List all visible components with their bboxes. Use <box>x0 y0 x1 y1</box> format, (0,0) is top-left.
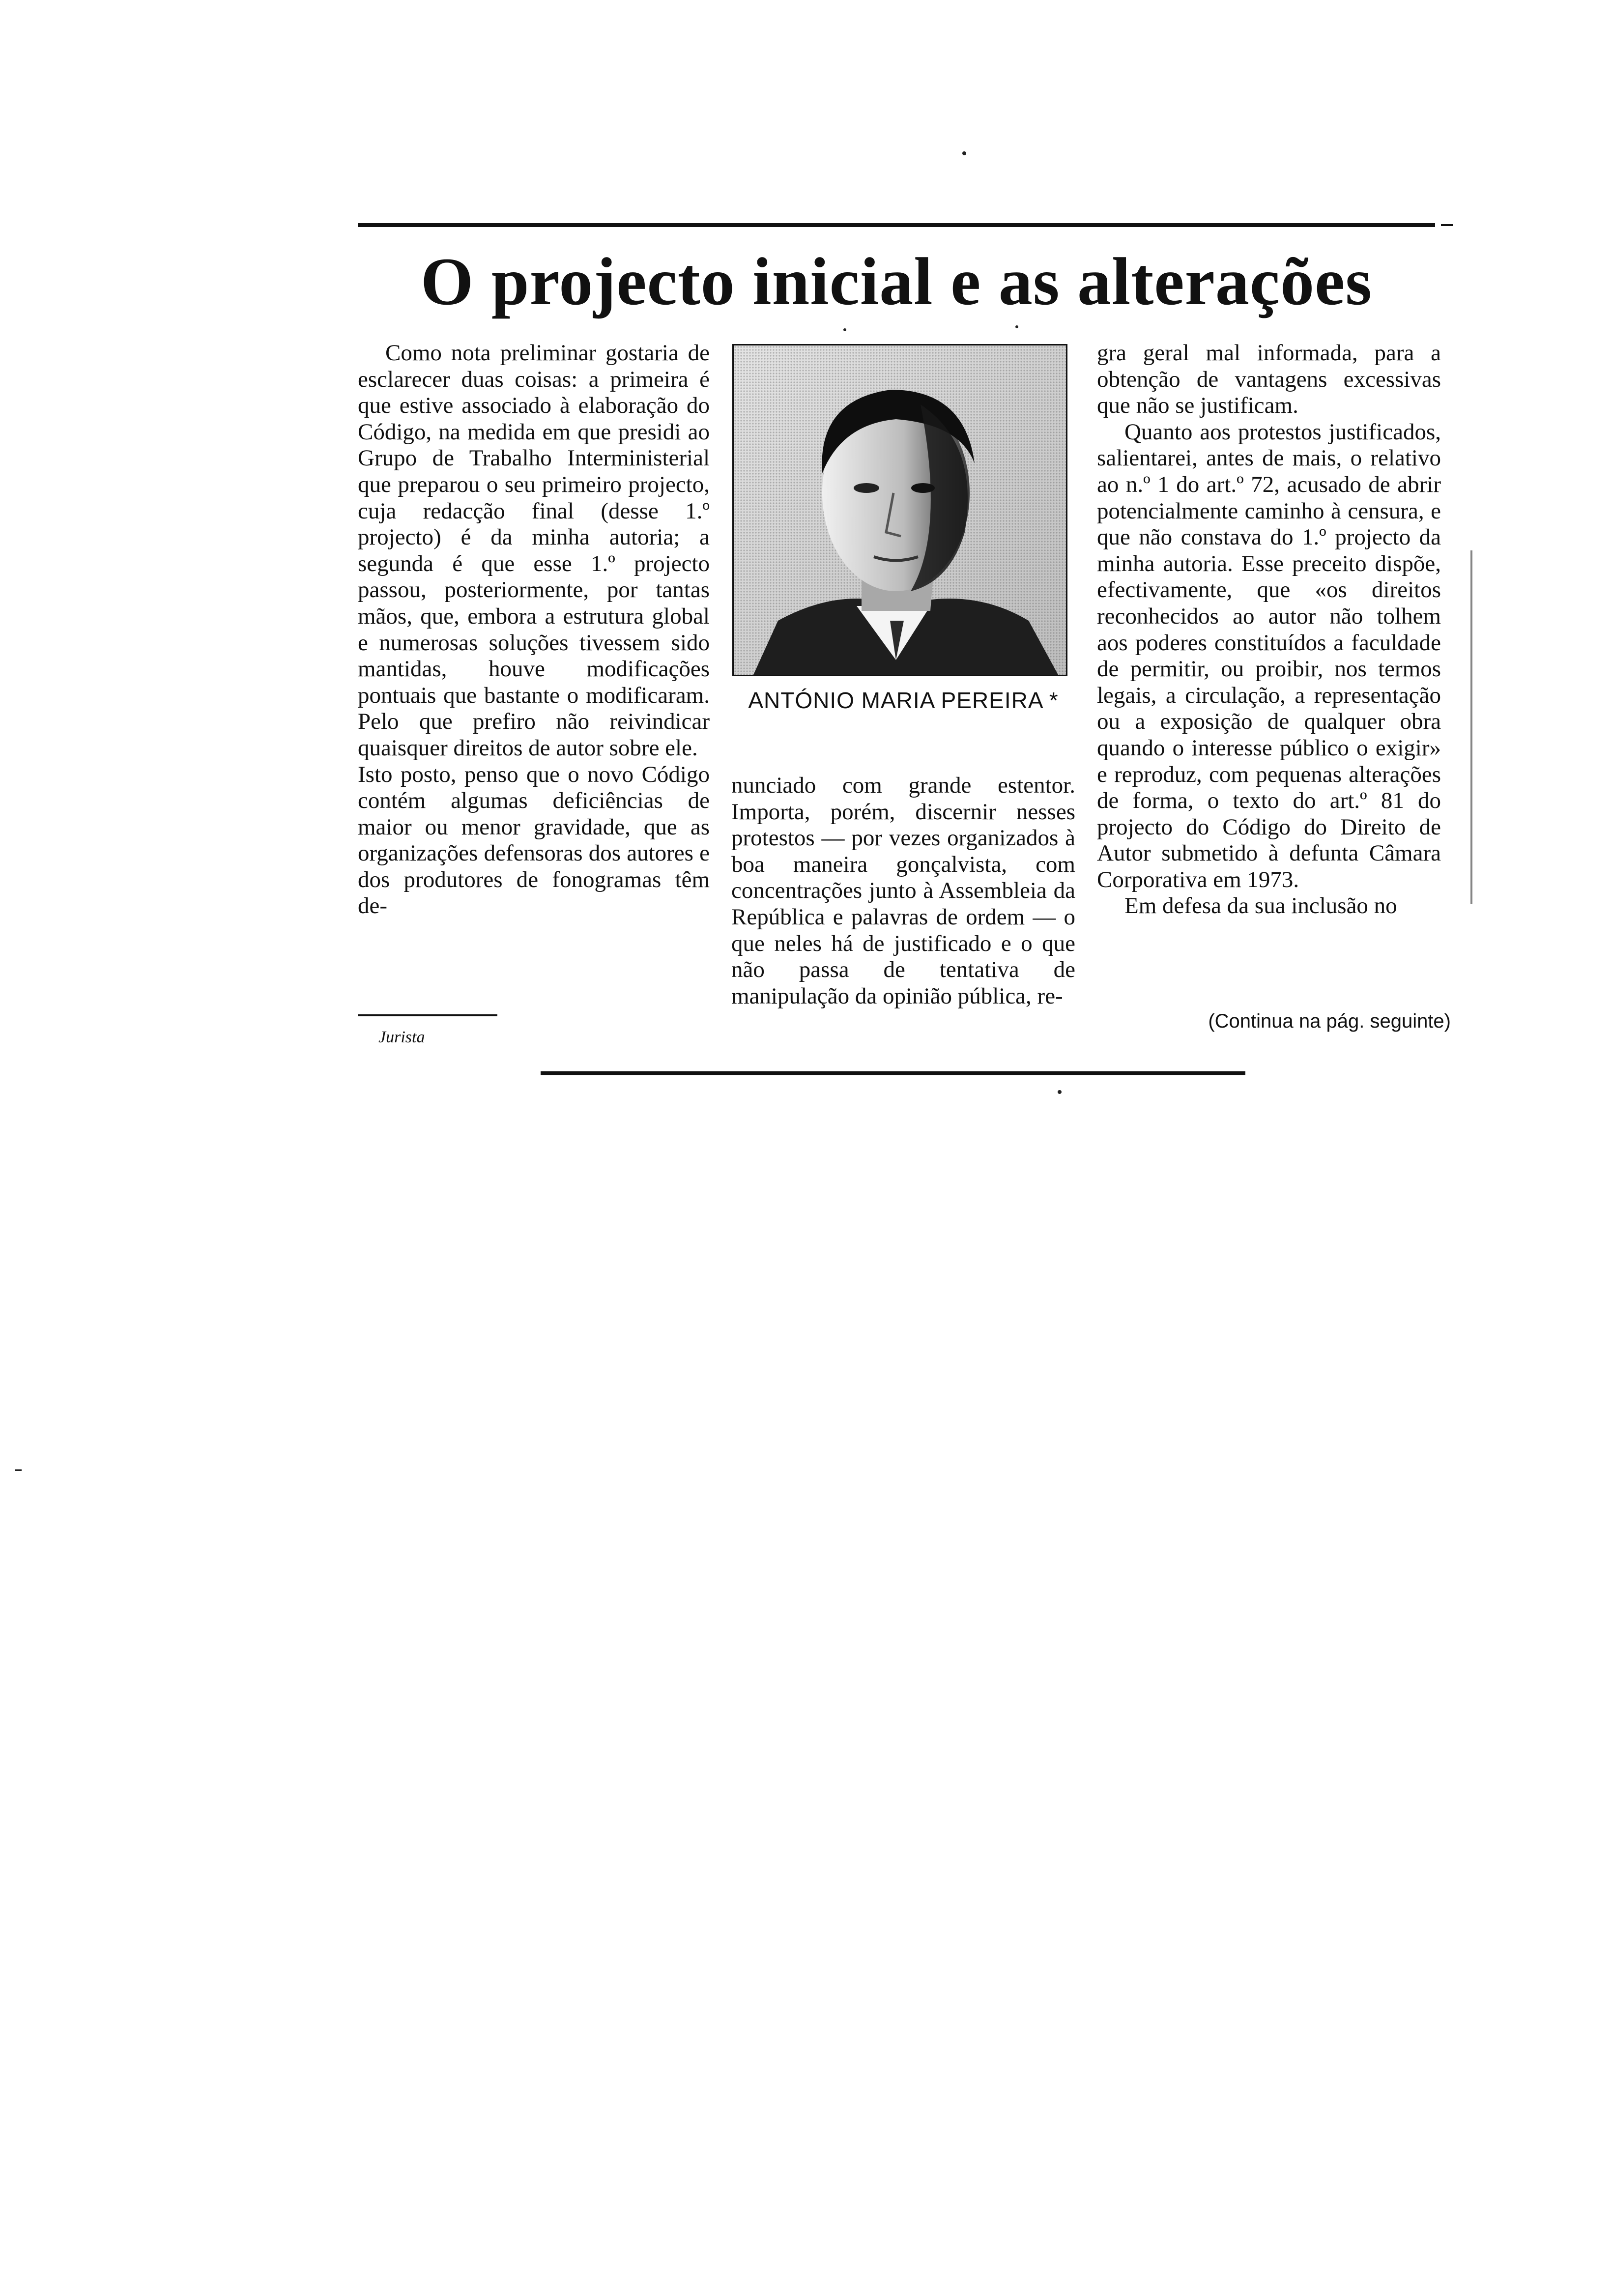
paragraph: Isto posto, penso que o novo Código contém algumas deficiências de maior ou menor gravidade, que as organizações defensoras dos autores e dos produtores de fonogramas têm de- <box>358 761 710 919</box>
paragraph: Em defesa da sua inclusão no <box>1124 893 1397 919</box>
article-column-3 <box>1097 340 1441 1006</box>
paragraph: nunciado com grande estentor. Importa, porém, discernir nesses protestos — por vezes organizados à boa maneira gonçalvista, com concentrações junto à Assembleia da República e palavras de ordem — o que neles há de justificado e o que não passa de tentativa de manipulação da opinião pública, re- <box>731 773 1075 1009</box>
footnote-rule <box>358 1014 497 1016</box>
paragraph: Como nota preliminar gostaria de esclarecer duas coisas: a primeira é que estive associado à elaboração do Código, na medida em que presidi ao Grupo de Trabalho Interministerial que preparou o seu primeiro projecto, cuja redacção final (desse 1.º projecto) é da minha autoria; a segunda é que esse 1.º projecto passou, posteriormente, por tantas mãos, que, embora a estrutura global e numerosas soluções tivessem sido mantidas, houve modificações pontuais que bastante o modificaram. Pelo que prefiro não reivindicar quaisquer direitos de autor sobre ele. <box>358 340 710 761</box>
paragraph: gra geral mal informada, para a obtenção de vantagens excessivas que não se justificam. <box>1097 340 1441 419</box>
portrait-image <box>734 345 1066 675</box>
author-photo <box>732 344 1067 676</box>
top-rule <box>358 223 1435 227</box>
author-byline: ANTÓNIO MARIA PEREIRA * <box>748 688 1059 713</box>
scan-speck <box>962 151 966 155</box>
top-rule-tail <box>1441 224 1453 226</box>
scan-speck <box>1015 325 1018 328</box>
scan-speck <box>15 1469 22 1471</box>
paragraph: Quanto aos protestos justificados, salientarei, antes de mais, o relativo ao n.º 1 do art.º 72, acusado de abrir potencialmente caminho à censura, e que não constava do 1.º projecto da minha autoria. Esse preceito dispõe, efectivamente, que «os direitos reconhecidos ao autor não tolhem aos poderes constituídos a faculdade de permitir, ou proibir, nos termos legais, a circulação, a representação ou a exposição de qualquer obra quando o interesse público o exigir» e reproduz, com pequenas alterações de forma, o texto do art.º 81 do projecto do Código do Direito de Autor submetido à defunta Câmara Corporativa em 1973. <box>1097 419 1441 892</box>
scan-speck <box>1058 1090 1062 1094</box>
bottom-rule <box>541 1071 1245 1075</box>
headline: O projecto inicial e as alterações <box>420 244 1373 319</box>
author-footnote: Jurista <box>378 1028 425 1046</box>
article-column-2 <box>731 773 1075 1077</box>
continuation-note: (Continua na pág. seguinte) <box>1208 1010 1451 1032</box>
article-column-1 <box>358 340 710 1026</box>
scan-speck <box>843 328 846 331</box>
scan-margin-mark <box>1470 550 1472 904</box>
